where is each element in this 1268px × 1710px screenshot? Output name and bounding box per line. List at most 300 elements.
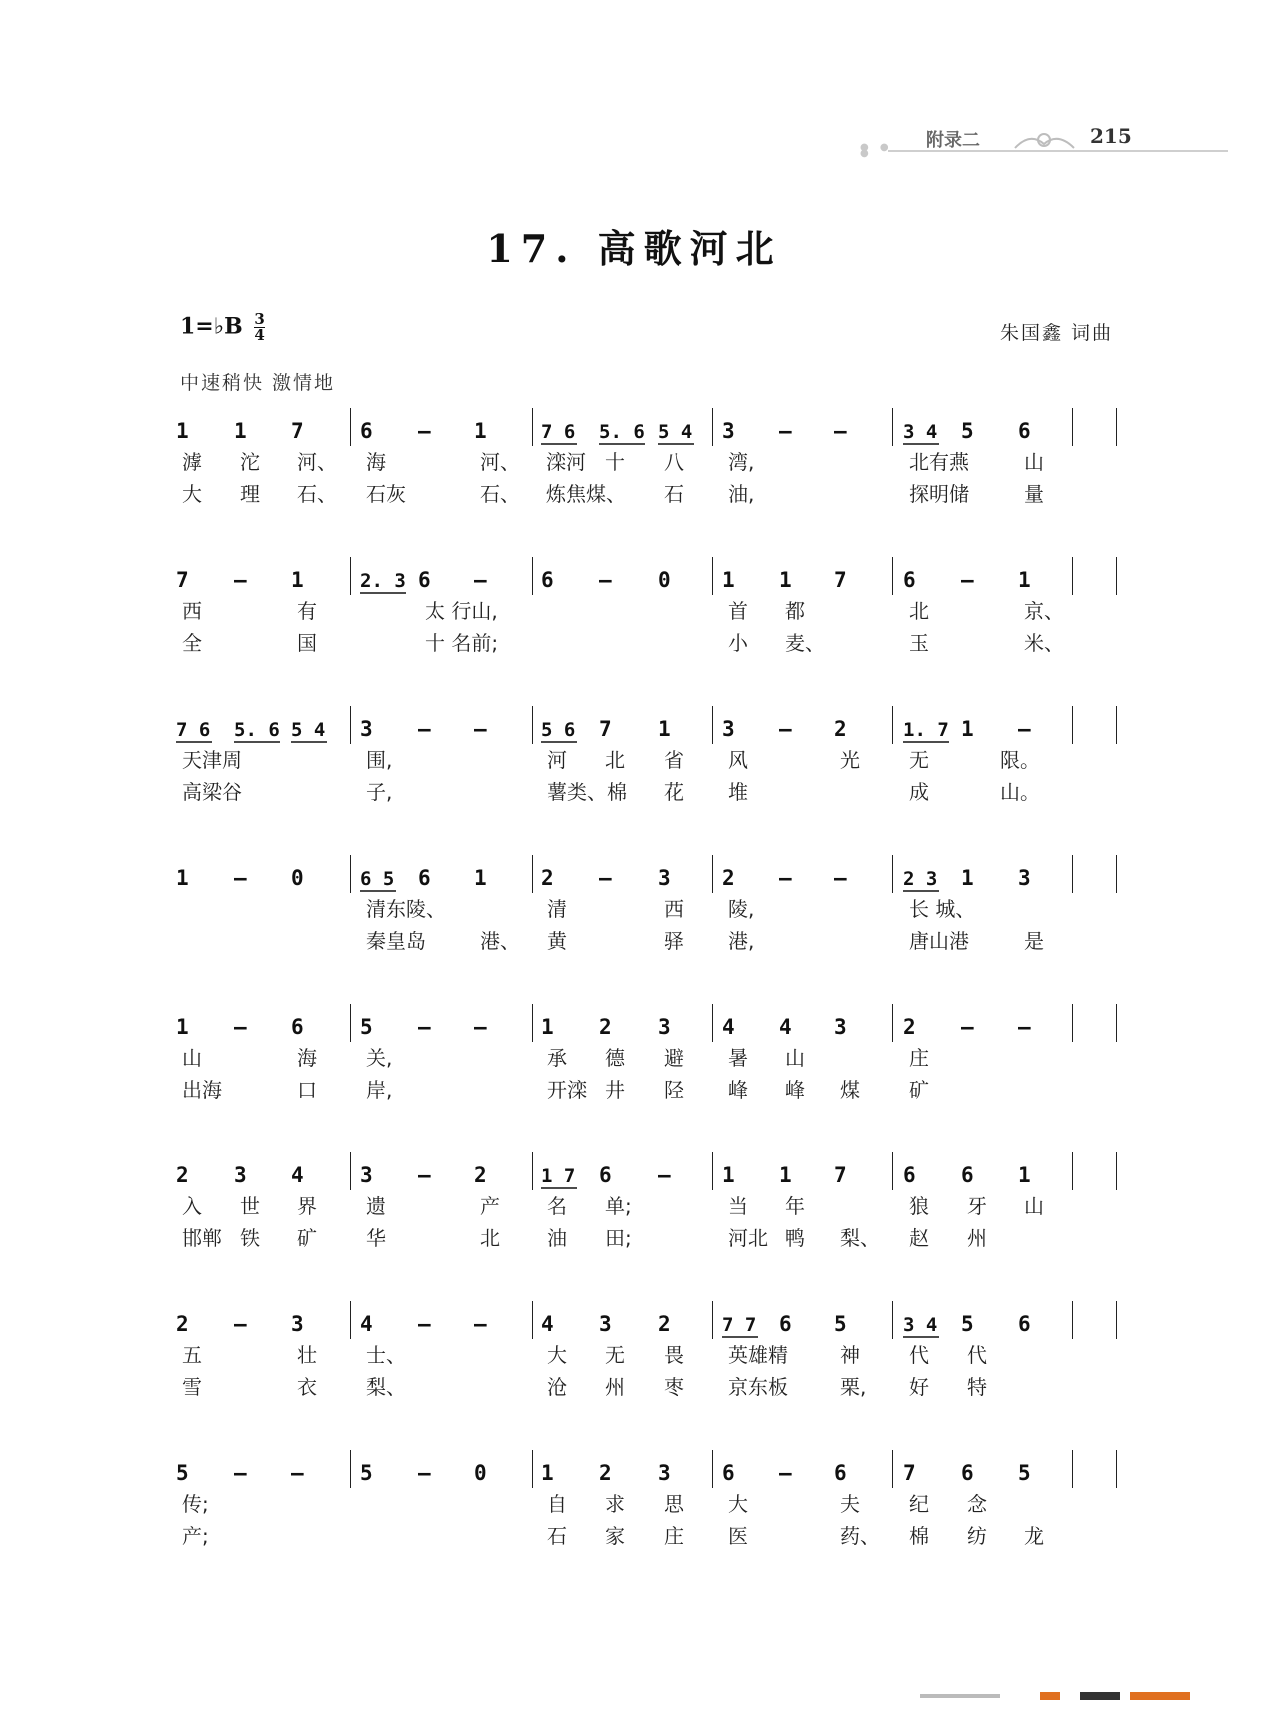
jianpu-note: 5 4: [291, 719, 326, 741]
lyric-syllable: 避: [664, 1046, 684, 1070]
jianpu-note: 0: [474, 1461, 487, 1485]
bar-line: [532, 855, 533, 893]
jianpu-note: 2: [903, 1015, 916, 1039]
bar-line: [1116, 557, 1117, 595]
lyric-syllable: 湾,: [728, 450, 755, 474]
lyrics-verse-1: [0, 595, 1268, 625]
lyric-syllable: 开滦: [547, 1078, 587, 1102]
lyric-syllable: 夫: [840, 1492, 860, 1516]
lyric-syllable: 德: [605, 1046, 625, 1070]
lyric-syllable: 滹: [182, 450, 202, 474]
bar-line: [350, 706, 351, 744]
composer-credit: 朱国鑫 词曲: [1000, 322, 1114, 344]
lyric-syllable: 庄: [664, 1524, 684, 1548]
jianpu-note: 6: [599, 1163, 612, 1187]
jianpu-note: 2: [834, 717, 847, 741]
jianpu-note: –: [474, 1015, 487, 1039]
score-system: [0, 535, 1268, 675]
lyric-syllable: 西: [182, 599, 202, 623]
lyric-syllable: 州: [967, 1226, 987, 1250]
lyric-syllable: 衣: [297, 1375, 317, 1399]
lyric-syllable: 八: [664, 450, 684, 474]
lyric-syllable: 京、: [1024, 599, 1064, 623]
lyric-syllable: 成: [909, 780, 929, 804]
lyric-syllable: 大: [728, 1492, 748, 1516]
jianpu-note: 5 6: [541, 719, 576, 741]
lyric-syllable: 沧: [547, 1375, 567, 1399]
jianpu-note: 1: [291, 568, 304, 592]
lyric-syllable: 畏: [664, 1343, 684, 1367]
lyrics-verse-2: [0, 1371, 1268, 1401]
jianpu-note: 4: [541, 1312, 554, 1336]
jianpu-note: 3: [658, 1015, 671, 1039]
jianpu-note: 7: [176, 568, 189, 592]
jianpu-note: –: [834, 419, 847, 443]
jianpu-note: 7: [599, 717, 612, 741]
jianpu-note: 4: [291, 1163, 304, 1187]
jianpu-note: 6: [961, 1461, 974, 1485]
jianpu-note: 6: [961, 1163, 974, 1187]
lyric-syllable: 清: [547, 897, 567, 921]
jianpu-note: 2: [541, 866, 554, 890]
jianpu-note: 4: [722, 1015, 735, 1039]
lyric-syllable: 北: [480, 1226, 500, 1250]
jianpu-note: 1: [961, 717, 974, 741]
bar-line: [712, 855, 713, 893]
bar-line: [712, 1152, 713, 1190]
jianpu-note: –: [474, 1312, 487, 1336]
lyrics-verse-1: [0, 446, 1268, 476]
lyric-syllable: 薯类、棉: [547, 780, 627, 804]
lyric-syllable: 峰: [728, 1078, 748, 1102]
jianpu-note: 1: [541, 1015, 554, 1039]
header-section: 附录二: [926, 130, 980, 151]
lyrics-verse-2: [0, 1520, 1268, 1550]
lyric-syllable: 煤: [840, 1078, 860, 1102]
lyric-syllable: 港、: [480, 929, 520, 953]
lyric-syllable: 纪: [909, 1492, 929, 1516]
jianpu-note: 3: [658, 1461, 671, 1485]
lyric-syllable: 石、: [480, 482, 520, 506]
lyric-syllable: 井: [605, 1078, 625, 1102]
jianpu-note: –: [961, 1015, 974, 1039]
jianpu-note: 1: [474, 866, 487, 890]
lyric-syllable: 药、: [840, 1524, 880, 1548]
lyric-syllable: 花: [664, 780, 684, 804]
lyric-syllable: 石、: [297, 482, 337, 506]
bar-line: [350, 1152, 351, 1190]
lyrics-verse-2: [0, 627, 1268, 657]
lyric-syllable: 陉: [664, 1078, 684, 1102]
lyric-syllable: 石灰: [366, 482, 406, 506]
lyric-syllable: 无: [605, 1343, 625, 1367]
lyric-syllable: 玉: [909, 631, 929, 655]
lyric-syllable: 麦、: [785, 631, 825, 655]
bar-line: [1116, 1152, 1117, 1190]
lyric-syllable: 河: [547, 748, 567, 772]
bar-line: [532, 1450, 533, 1488]
jianpu-note: 7 6: [176, 719, 211, 741]
lyric-syllable: 州: [605, 1375, 625, 1399]
lyric-syllable: 长 城、: [909, 897, 976, 921]
jianpu-note: 7: [834, 568, 847, 592]
jianpu-note: 3: [722, 419, 735, 443]
time-signature: [254, 312, 264, 343]
lyric-syllable: 围,: [366, 748, 393, 772]
key-signature: [180, 312, 265, 352]
lyric-syllable: 代: [967, 1343, 987, 1367]
lyric-syllable: 华: [366, 1226, 386, 1250]
bar-line: [1116, 1004, 1117, 1042]
jianpu-note: 5: [1018, 1461, 1031, 1485]
score-system: [0, 1279, 1268, 1419]
lyric-syllable: 英雄精: [728, 1343, 788, 1367]
bar-line: [892, 1301, 893, 1339]
jianpu-note: 2: [599, 1461, 612, 1485]
tempo-marking: 中速稍快 激情地: [180, 372, 336, 394]
bar-line: [1116, 1450, 1117, 1488]
lyric-syllable: 矿: [909, 1078, 929, 1102]
bar-line: [1116, 408, 1117, 446]
lyrics-verse-1: [0, 1488, 1268, 1518]
lyric-syllable: 牙: [967, 1194, 987, 1218]
lyric-syllable: 矿: [297, 1226, 317, 1250]
lyric-syllable: 邯郸: [182, 1226, 222, 1250]
lyric-syllable: 理: [240, 482, 260, 506]
jianpu-note: 1: [961, 866, 974, 890]
lyric-syllable: 陵,: [728, 897, 755, 921]
lyric-syllable: 海: [297, 1046, 317, 1070]
jianpu-note: 3: [599, 1312, 612, 1336]
jianpu-note: 7 7: [722, 1314, 757, 1336]
lyrics-verse-2: [0, 1222, 1268, 1252]
bar-line: [350, 1301, 351, 1339]
lyric-syllable: 家: [605, 1524, 625, 1548]
jianpu-note: 3 4: [903, 421, 938, 443]
lyric-syllable: 好: [909, 1375, 929, 1399]
jianpu-note: 6: [360, 419, 373, 443]
lyrics-verse-2: [0, 776, 1268, 806]
jianpu-note: –: [834, 866, 847, 890]
jianpu-note: –: [474, 568, 487, 592]
lyric-syllable: 滦河: [546, 450, 586, 474]
jianpu-note: 4: [360, 1312, 373, 1336]
lyric-syllable: 太 行山,: [425, 599, 498, 623]
lyric-syllable: 梨、: [366, 1375, 406, 1399]
jianpu-note: 7: [291, 419, 304, 443]
jianpu-note: 6: [1018, 1312, 1031, 1336]
lyric-syllable: 关,: [366, 1046, 393, 1070]
lyric-syllable: 枣: [664, 1375, 684, 1399]
lyric-syllable: 探明储: [909, 482, 969, 506]
bar-line: [350, 1450, 351, 1488]
bar-line: [1116, 855, 1117, 893]
lyric-syllable: 清东陵、: [366, 897, 446, 921]
jianpu-note: –: [418, 419, 431, 443]
header-dots: ● ● ●: [860, 142, 893, 159]
lyric-syllable: 首: [728, 599, 748, 623]
lyric-syllable: 代: [909, 1343, 929, 1367]
lyric-syllable: 有: [297, 599, 317, 623]
bar-line: [532, 408, 533, 446]
jianpu-note: 1: [779, 568, 792, 592]
song-title: 17. 高歌河北: [486, 226, 782, 271]
jianpu-note: 1: [722, 568, 735, 592]
jianpu-note: 3: [360, 1163, 373, 1187]
score-system: [0, 684, 1268, 824]
bar-line: [712, 408, 713, 446]
jianpu-note: 1: [176, 419, 189, 443]
lyric-syllable: 石: [547, 1524, 567, 1548]
key-tonic: 1=♭B: [180, 313, 243, 340]
footer-mark: [920, 1692, 1220, 1700]
lyric-syllable: 特: [967, 1375, 987, 1399]
jianpu-note: –: [658, 1163, 671, 1187]
score-system: [0, 1130, 1268, 1270]
bar-line: [892, 1004, 893, 1042]
lyric-syllable: 岸,: [366, 1078, 393, 1102]
score-system: [0, 982, 1268, 1122]
lyric-syllable: 铁: [240, 1226, 260, 1250]
lyric-syllable: 十 名前;: [425, 631, 499, 655]
jianpu-note: –: [234, 1312, 247, 1336]
bar-line: [532, 1152, 533, 1190]
bar-line: [1116, 706, 1117, 744]
jianpu-note: –: [234, 568, 247, 592]
lyric-syllable: 单;: [605, 1194, 632, 1218]
jianpu-note: –: [961, 568, 974, 592]
lyric-syllable: 龙: [1024, 1524, 1044, 1548]
time-top: 3: [254, 310, 265, 328]
header-ornament-icon: [1010, 128, 1080, 152]
lyric-syllable: 产: [480, 1194, 500, 1218]
jianpu-note: 1 7: [541, 1165, 576, 1187]
jianpu-note: –: [234, 1015, 247, 1039]
score-system: [0, 833, 1268, 973]
lyric-syllable: 出海: [182, 1078, 222, 1102]
lyric-syllable: 赵: [909, 1226, 929, 1250]
lyric-syllable: 山: [785, 1046, 805, 1070]
lyric-syllable: 河、: [480, 450, 520, 474]
page-number: 215: [1090, 124, 1132, 148]
lyric-syllable: 河、: [297, 450, 337, 474]
lyric-syllable: 油: [547, 1226, 567, 1250]
bar-line: [892, 408, 893, 446]
lyric-syllable: 山: [1024, 1194, 1044, 1218]
lyric-syllable: 山: [182, 1046, 202, 1070]
lyric-syllable: 狼: [909, 1194, 929, 1218]
lyric-syllable: 年: [785, 1194, 805, 1218]
lyric-syllable: 无: [909, 748, 929, 772]
jianpu-note: 2. 3: [360, 570, 406, 592]
lyric-syllable: 口: [297, 1078, 317, 1102]
lyric-syllable: 港,: [728, 929, 755, 953]
jianpu-note: 3: [291, 1312, 304, 1336]
score-system: [0, 386, 1268, 526]
lyric-syllable: 全: [182, 631, 202, 655]
lyric-syllable: 沱: [240, 450, 260, 474]
jianpu-note: 4: [779, 1015, 792, 1039]
lyric-syllable: 量: [1024, 482, 1044, 506]
lyric-syllable: 天津周: [182, 748, 242, 772]
lyric-syllable: 黄: [547, 929, 567, 953]
jianpu-note: 6: [834, 1461, 847, 1485]
lyric-syllable: 唐山港: [909, 929, 969, 953]
jianpu-note: –: [418, 1015, 431, 1039]
lyric-syllable: 北有燕: [909, 450, 969, 474]
bar-line: [712, 1301, 713, 1339]
lyric-syllable: 山。: [1000, 780, 1040, 804]
jianpu-note: –: [474, 717, 487, 741]
jianpu-note: 1: [722, 1163, 735, 1187]
jianpu-note: 1: [474, 419, 487, 443]
lyric-syllable: 大: [182, 482, 202, 506]
lyric-syllable: 北: [605, 748, 625, 772]
jianpu-note: 5: [176, 1461, 189, 1485]
lyric-syllable: 士、: [366, 1343, 406, 1367]
lyric-syllable: 壮: [297, 1343, 317, 1367]
lyric-syllable: 医: [728, 1524, 748, 1548]
jianpu-note: 6: [541, 568, 554, 592]
bar-line: [1116, 1301, 1117, 1339]
lyric-syllable: 五: [182, 1343, 202, 1367]
lyric-syllable: 峰: [785, 1078, 805, 1102]
lyric-syllable: 暑: [728, 1046, 748, 1070]
jianpu-note: –: [291, 1461, 304, 1485]
lyric-syllable: 栗,: [840, 1375, 867, 1399]
jianpu-note: 6: [418, 866, 431, 890]
jianpu-note: 5. 6: [599, 421, 645, 443]
lyric-syllable: 庄: [909, 1046, 929, 1070]
bar-line: [892, 1152, 893, 1190]
lyrics-verse-1: [0, 1190, 1268, 1220]
jianpu-note: –: [418, 1461, 431, 1485]
score-system: [0, 1428, 1268, 1568]
jianpu-note: –: [599, 866, 612, 890]
jianpu-note: 1. 7: [903, 719, 949, 741]
lyric-syllable: 鸭: [785, 1226, 805, 1250]
lyric-syllable: 自: [547, 1492, 567, 1516]
jianpu-note: 6: [1018, 419, 1031, 443]
jianpu-note: 3: [360, 717, 373, 741]
bar-line: [892, 706, 893, 744]
bar-line: [892, 1450, 893, 1488]
lyric-syllable: 雪: [182, 1375, 202, 1399]
jianpu-note: 1: [1018, 1163, 1031, 1187]
lyric-syllable: 堆: [728, 780, 748, 804]
lyric-syllable: 产;: [182, 1524, 209, 1548]
jianpu-note: –: [779, 866, 792, 890]
jianpu-note: 3 4: [903, 1314, 938, 1336]
jianpu-note: –: [234, 1461, 247, 1485]
bar-line: [350, 855, 351, 893]
lyric-syllable: 世: [240, 1194, 260, 1218]
bar-line: [892, 557, 893, 595]
bar-line: [350, 1004, 351, 1042]
jianpu-note: 5: [834, 1312, 847, 1336]
lyric-syllable: 油,: [728, 482, 755, 506]
lyrics-verse-2: [0, 478, 1268, 508]
lyric-syllable: 十: [605, 450, 625, 474]
jianpu-note: –: [779, 1461, 792, 1485]
lyric-syllable: 炼焦煤、: [546, 482, 626, 506]
lyric-syllable: 北: [909, 599, 929, 623]
lyric-syllable: 山: [1024, 450, 1044, 474]
jianpu-note: 6: [291, 1015, 304, 1039]
jianpu-note: 5: [360, 1461, 373, 1485]
bar-line: [1072, 557, 1073, 595]
jianpu-note: –: [1018, 1015, 1031, 1039]
lyric-syllable: 田;: [605, 1226, 632, 1250]
jianpu-note: 0: [291, 866, 304, 890]
jianpu-note: 1: [176, 866, 189, 890]
bar-line: [350, 557, 351, 595]
lyric-syllable: 河北: [728, 1226, 768, 1250]
lyrics-verse-2: [0, 925, 1268, 955]
bar-line: [1072, 1450, 1073, 1488]
jianpu-note: 5: [961, 1312, 974, 1336]
bar-line: [1072, 1004, 1073, 1042]
lyric-syllable: 神: [840, 1343, 860, 1367]
jianpu-note: 5 4: [658, 421, 693, 443]
jianpu-note: 1: [234, 419, 247, 443]
lyrics-verse-1: [0, 1042, 1268, 1072]
jianpu-note: 5: [961, 419, 974, 443]
bar-line: [712, 557, 713, 595]
lyric-syllable: 秦皇岛: [366, 929, 426, 953]
lyric-syllable: 界: [297, 1194, 317, 1218]
lyric-syllable: 遗: [366, 1194, 386, 1218]
bar-line: [712, 1004, 713, 1042]
jianpu-note: 1: [658, 717, 671, 741]
bar-line: [1072, 706, 1073, 744]
jianpu-note: 1: [541, 1461, 554, 1485]
jianpu-note: –: [418, 1163, 431, 1187]
bar-line: [712, 706, 713, 744]
lyric-syllable: 国: [297, 631, 317, 655]
jianpu-note: 2: [176, 1312, 189, 1336]
jianpu-note: 5. 6: [234, 719, 280, 741]
lyric-syllable: 京东板: [728, 1375, 788, 1399]
jianpu-note: 2: [474, 1163, 487, 1187]
lyric-syllable: 西: [664, 897, 684, 921]
lyric-syllable: 都: [785, 599, 805, 623]
bar-line: [712, 1450, 713, 1488]
bar-line: [1072, 1152, 1073, 1190]
jianpu-note: 6 5: [360, 868, 395, 890]
jianpu-note: 2: [176, 1163, 189, 1187]
jianpu-note: –: [1018, 717, 1031, 741]
bar-line: [892, 855, 893, 893]
jianpu-note: 2 3: [903, 868, 938, 890]
lyric-syllable: 是: [1024, 929, 1044, 953]
bar-line: [532, 1004, 533, 1042]
lyrics-verse-1: [0, 744, 1268, 774]
lyric-syllable: 梨、: [840, 1226, 880, 1250]
lyric-syllable: 念: [967, 1492, 987, 1516]
lyric-syllable: 省: [664, 748, 684, 772]
lyric-syllable: 风: [728, 748, 748, 772]
bar-line: [532, 706, 533, 744]
lyric-syllable: 当: [728, 1194, 748, 1218]
lyrics-verse-1: [0, 893, 1268, 923]
bar-line: [1072, 408, 1073, 446]
lyrics-verse-1: [0, 1339, 1268, 1369]
jianpu-note: 7: [903, 1461, 916, 1485]
bar-line: [1072, 1301, 1073, 1339]
jianpu-note: 3: [234, 1163, 247, 1187]
jianpu-note: 3: [658, 866, 671, 890]
